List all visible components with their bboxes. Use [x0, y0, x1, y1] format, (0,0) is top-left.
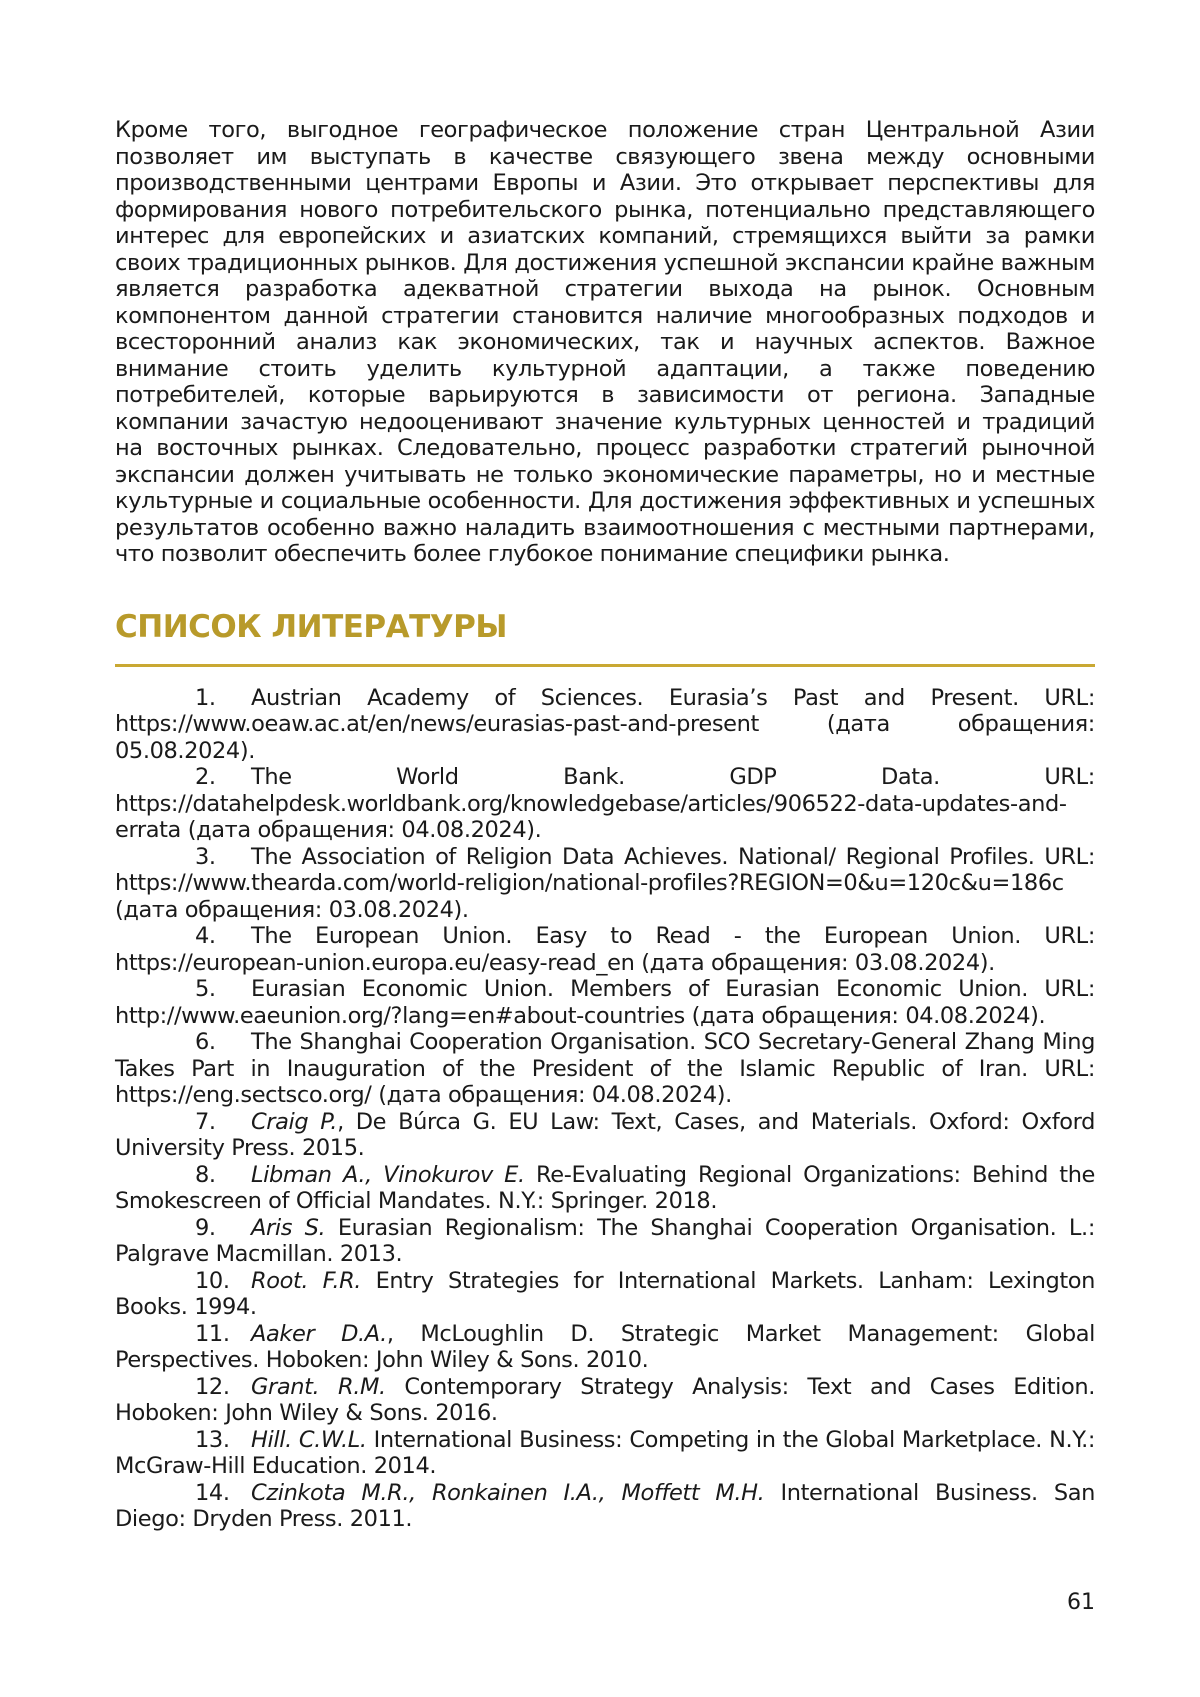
reference-number: 12. [195, 1373, 230, 1400]
reference-text: The World Bank. GDP Data. URL: https://datahelpdesk.worldbank.org/knowledgebase/articles/906522-data-updates-and-errata (дата обращения: 04.08.2024). [115, 764, 1095, 843]
reference-text: Eurasian Economic Union. Members of Eurasian Economic Union. URL: http://www.eaeunion.org/?lang=en#about-countries (дата обращения: 04.08.2024). [115, 976, 1095, 1029]
reference-authors: Libman A., Vinokurov E. [251, 1161, 525, 1188]
reference-text: International Business. San Diego: Dryden Press. 2011. [115, 1479, 1095, 1532]
reference-item [115, 1215, 1095, 1268]
reference-item [115, 1480, 1095, 1533]
reference-number: 5. [195, 976, 216, 1002]
reference-item [115, 923, 1095, 976]
section-title: СПИСОК ЛИТЕРАТУРЫ [115, 608, 507, 645]
reference-item [115, 685, 1095, 765]
reference-item [115, 1029, 1095, 1109]
reference-text: Contemporary Strategy Analysis: Text and Cases Edition. Hoboken: John Wiley & Sons. 2016. [115, 1373, 1095, 1426]
reference-text: Entry Strategies for International Markets. Lanham: Lexington Books. 1994. [115, 1267, 1095, 1320]
reference-authors: Root. F.R. [251, 1267, 362, 1294]
reference-item [115, 1162, 1095, 1215]
reference-text: Eurasian Regionalism: The Shanghai Cooperation Organisation. L.: Palgrave Macmillan. 2013. [115, 1214, 1095, 1267]
reference-authors: Grant. R.M. [251, 1373, 386, 1400]
reference-item [115, 844, 1095, 924]
reference-number: 11. [195, 1320, 230, 1347]
intro-paragraph: Кроме того, выгодное географическое положение стран Центральной Азии позволяет им выступать в качестве связующего звена между основными производственными центрами Европы и Азии. Это открывает перспективы для формирования нового потребительского рынка, потенциально представляющего интерес для европейских и азиатских компаний, стремящихся выйти за рамки своих традиционных рынков. Для достижения успешной экспансии крайне важным является разработка адекватной стратегии выхода на рынок. Основным компонентом данной стратегии становится наличие многообразных подходов и всесторонний анализ как экономических, так и научных аспектов. Важное внимание стоить уделить культурной адаптации, а также поведению потребителей, которые варьируются в зависимости от региона. Западные компании зачастую недооценивают значение культурных ценностей и традиций на восточных рынках. Следовательно, процесс разработки стратегий рыночной экспансии должен учитывать не только экономические параметры, но и местные культурные и социальные особенности. Для достижения эффективных и успешных результатов особенно важно наладить взаимоотношения с местными партнерами, что позволит обеспечить более глубокое понимание специфики рынка. [115, 117, 1095, 567]
reference-text: Austrian Academy of Sciences. Eurasia’s Past and Present. URL: https://www.oeaw.ac.at/en/news/eurasias-past-and-present (дата обращения: 05.08.2024). [115, 684, 1095, 764]
reference-text: The Shanghai Cooperation Organisation. SCO Secretary-General Zhang Ming Takes Part in Inauguration of the President of the Islamic Republic of Iran. URL: https://eng.sectsco.org/ (дата обращения: 04.08.2024). [115, 1029, 1095, 1108]
reference-item [115, 1427, 1095, 1480]
reference-authors: Craig P. [251, 1108, 338, 1135]
reference-number: 9. [195, 1214, 216, 1241]
reference-text: , McLoughlin D. Strategic Market Management: Global Perspectives. Hoboken: John Wiley & Sons. 2010. [115, 1320, 1095, 1373]
reference-item [115, 1374, 1095, 1427]
reference-number: 6. [195, 1029, 216, 1055]
reference-item [115, 1109, 1095, 1162]
reference-number: 10. [195, 1267, 230, 1294]
page-number: 61 [1067, 1590, 1095, 1615]
reference-authors: Aris S. [251, 1214, 326, 1241]
reference-number: 1. [195, 684, 216, 711]
reference-authors: Hill. C.W.L. [251, 1426, 367, 1453]
reference-authors: Czinkota M.R., Ronkainen I.A., Moffett M.H. [251, 1479, 765, 1506]
reference-item [115, 976, 1095, 1029]
reference-number: 3. [195, 843, 216, 870]
reference-item [115, 1321, 1095, 1374]
reference-number: 2. [195, 764, 216, 790]
reference-number: 8. [195, 1161, 216, 1188]
reference-number: 7. [195, 1108, 216, 1135]
reference-item [115, 764, 1095, 844]
section-divider [115, 664, 1095, 667]
reference-text: The European Union. Easy to Read - the European Union. URL: https://european-union.europa.eu/easy-read_en (дата обращения: 03.08.2024). [115, 923, 1095, 976]
reference-text: The Association of Religion Data Achieves. National/ Regional Profiles. URL: https://www.thearda.com/world-religion/national-profiles?REGION=0&u=120c&u=186c (дата обращения: 03.08.2024). [115, 843, 1095, 923]
page-content [115, 117, 1095, 1533]
reference-text: International Business: Competing in the Global Marketplace. N.Y.: McGraw-Hill Education. 2014. [115, 1426, 1096, 1479]
reference-text: , De Búrca G. EU Law: Text, Cases, and Materials. Oxford: Oxford University Press. 2015. [115, 1108, 1096, 1161]
reference-authors: Aaker D.A. [251, 1320, 387, 1347]
reference-number: 14. [195, 1479, 230, 1506]
reference-text: Re-Evaluating Regional Organizations: Behind the Smokescreen of Official Mandates. N.Y.: Springer. 2018. [115, 1161, 1095, 1214]
reference-item [115, 1268, 1095, 1321]
reference-number: 4. [195, 923, 216, 949]
reference-list [115, 685, 1095, 1533]
reference-number: 13. [195, 1426, 230, 1453]
